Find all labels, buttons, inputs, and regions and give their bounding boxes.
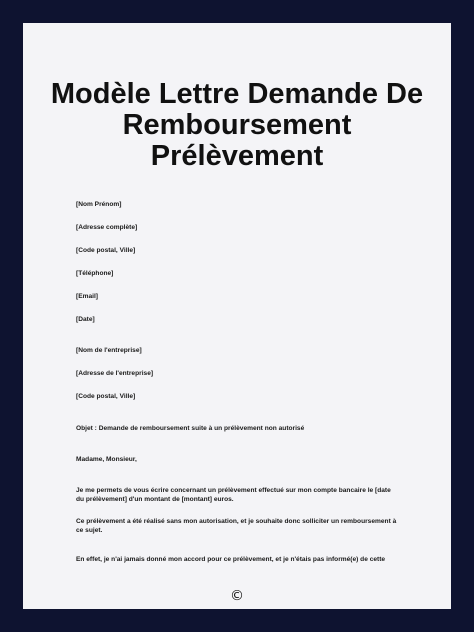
recipient-address: [Adresse de l'entreprise] — [76, 370, 154, 377]
sender-postal: [Code postal, Ville] — [76, 247, 136, 254]
title-line-2: Remboursement — [122, 109, 352, 141]
sender-email: [Email] — [76, 293, 98, 300]
letter-paragraph-1: Je me permets de vous écrire concernant un prélèvement effectué sur mon compte bancaire le [date du prélèvement] d'un montant de [montant] euros. — [76, 487, 391, 503]
sender-phone: [Téléphone] — [76, 270, 114, 277]
title-line-3: Prélèvement — [150, 140, 324, 172]
page-title — [23, 79, 451, 172]
recipient-postal: [Code postal, Ville] — [76, 393, 136, 400]
recipient-company: [Nom de l'entreprise] — [76, 347, 142, 354]
letter-subject: Objet : Demande de remboursement suite à un prélèvement non autorisé — [76, 425, 305, 432]
sender-name: [Nom Prénom] — [76, 201, 122, 208]
copyright-icon: © — [230, 588, 244, 604]
title-line-1: Modèle Lettre Demande De — [50, 78, 424, 110]
letter-page — [23, 23, 451, 609]
letter-paragraph-3: En effet, je n'ai jamais donné mon accord pour ce prélèvement, et je n'étais pas informé(e) de cette — [76, 556, 386, 563]
sender-address: [Adresse complète] — [76, 224, 138, 231]
sender-date: [Date] — [76, 316, 95, 323]
letter-salutation: Madame, Monsieur, — [76, 456, 137, 463]
letter-paragraph-2: Ce prélèvement a été réalisé sans mon autorisation, et je souhaite donc solliciter un remboursement à ce sujet. — [76, 518, 397, 534]
